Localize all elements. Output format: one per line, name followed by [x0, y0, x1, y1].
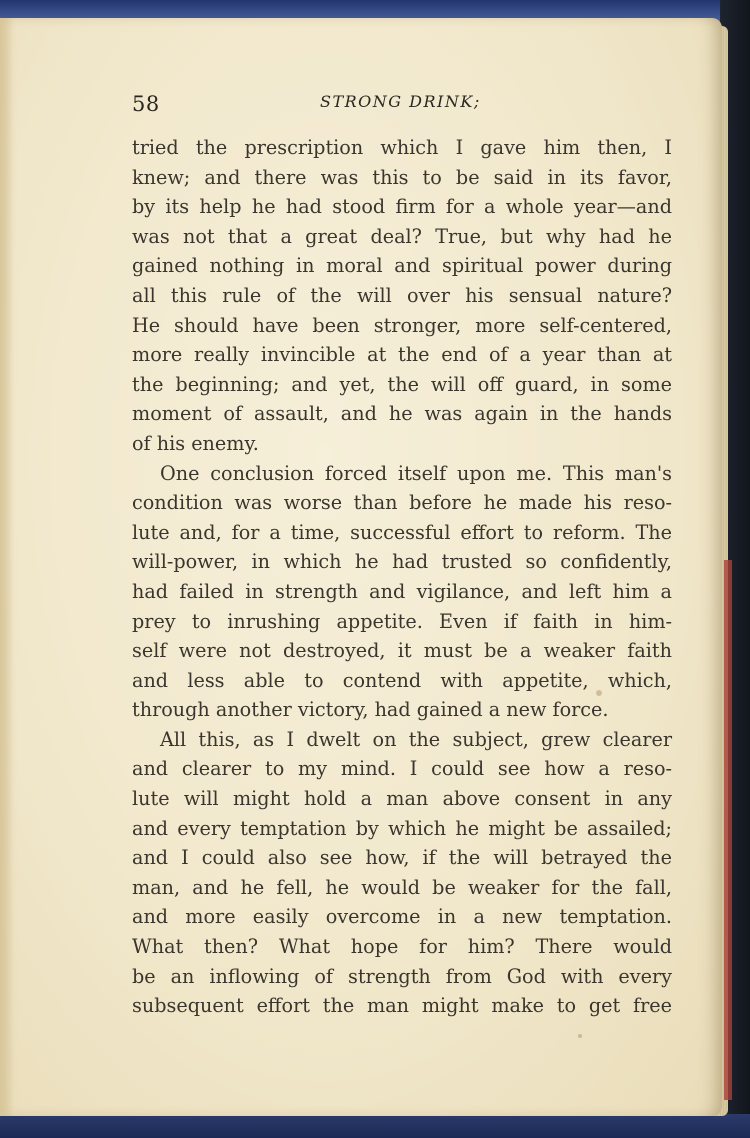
text-line: through another victory, had gained a new force.: [132, 698, 609, 722]
text-line: and more easily overcome in a new temptation.: [132, 905, 672, 929]
text-line: condition was worse than before he made his reso-: [132, 491, 672, 515]
text-line: gained nothing in moral and spiritual power during: [132, 254, 672, 278]
text-line: and clearer to my mind. I could see how a reso-: [132, 757, 672, 781]
text-line: self were not destroyed, it must be a weaker faith: [132, 639, 672, 663]
text-line: What then? What hope for him? There would: [132, 935, 672, 959]
text-line: He should have been stronger, more self-centered,: [132, 313, 672, 337]
page-number: 58: [132, 92, 160, 116]
text-line: subsequent effort the man might make to get free: [132, 994, 672, 1018]
text-line: man, and he fell, he would be weaker for the fall,: [132, 875, 672, 899]
text-line: All this, as I dwelt on the subject, grew clearer: [160, 727, 672, 751]
body-text: [132, 133, 672, 1021]
text-line: more really invincible at the end of a year than at: [132, 343, 672, 367]
text-line: tried the prescription which I gave him then, I: [132, 136, 672, 159]
text-line: and every temptation by which he might be assailed;: [132, 816, 672, 840]
text-line: prey to inrushing appetite. Even if faith in him-: [132, 609, 672, 633]
text-line: had failed in strength and vigilance, and left him a: [132, 579, 672, 603]
text-line: the beginning; and yet, the will off guard, in some: [132, 372, 672, 396]
text-line: was not that a great deal? True, but why had he: [132, 224, 672, 248]
book-cover-bottom: [0, 1114, 750, 1138]
paper-spot: [578, 1034, 582, 1038]
text-line: moment of assault, and he was again in the hands: [132, 402, 672, 426]
text-line: be an inflowing of strength from God with every: [132, 964, 672, 988]
text-line: knew; and there was this to be said in its favor,: [132, 165, 672, 189]
text-line: and I could also see how, if the will betrayed the: [132, 846, 672, 870]
text-line: all this rule of the will over his sensual nature?: [132, 283, 672, 307]
text-line: of his enemy.: [132, 431, 259, 455]
text-line: and less able to contend with appetite, which,: [132, 668, 672, 692]
red-page-edge: [724, 560, 732, 1100]
text-line: lute will might hold a man above consent in any: [132, 787, 672, 811]
text-line: by its help he had stood firm for a whole year—and: [132, 195, 672, 219]
running-head: [132, 92, 672, 122]
text-line: will-power, in which he had trusted so confidently,: [132, 550, 672, 574]
text-line: One conclusion forced itself upon me. This man's: [160, 461, 672, 485]
page-gutter-shadow: [0, 18, 14, 1116]
text-line: lute and, for a time, successful effort to reform. The: [132, 520, 672, 544]
running-head-title: STRONG DRINK;: [320, 92, 481, 111]
